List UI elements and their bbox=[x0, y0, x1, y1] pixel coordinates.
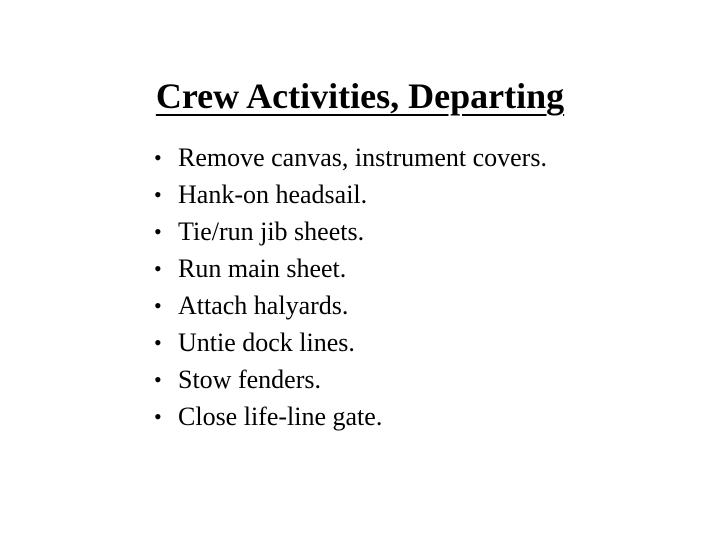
bullet-item-jib-sheets bbox=[154, 213, 547, 250]
bullet-text: Remove canvas, instrument covers. bbox=[178, 143, 547, 172]
bullet-item-main-sheet bbox=[154, 250, 547, 287]
bullet-text: Tie/run jib sheets. bbox=[178, 217, 365, 246]
bullet-item-lifeline-gate bbox=[154, 398, 547, 435]
bullet-item-halyards bbox=[154, 287, 547, 324]
bullet-item-hank-headsail bbox=[154, 176, 547, 213]
slide-title bbox=[0, 72, 720, 120]
bullet-icon: • bbox=[154, 219, 162, 244]
bullet-icon: • bbox=[154, 404, 162, 429]
bullet-text: Hank-on headsail. bbox=[178, 180, 368, 209]
bullet-list bbox=[154, 139, 547, 435]
bullet-item-dock-lines bbox=[154, 324, 547, 361]
bullet-text: Stow fenders. bbox=[178, 365, 321, 394]
bullet-icon: • bbox=[154, 293, 162, 318]
slide-title-text: Crew Activities, Departing bbox=[155, 76, 565, 116]
bullet-icon: • bbox=[154, 256, 162, 281]
bullet-text: Run main sheet. bbox=[178, 254, 347, 283]
bullet-item-fenders bbox=[154, 361, 547, 398]
bullet-text: Attach halyards. bbox=[178, 291, 349, 320]
bullet-text: Untie dock lines. bbox=[178, 328, 355, 357]
bullet-item-remove-covers bbox=[154, 139, 547, 176]
bullet-icon: • bbox=[154, 182, 162, 207]
bullet-icon: • bbox=[154, 145, 162, 170]
bullet-icon: • bbox=[154, 367, 162, 392]
bullet-icon: • bbox=[154, 330, 162, 355]
bullet-text: Close life-line gate. bbox=[178, 402, 383, 431]
